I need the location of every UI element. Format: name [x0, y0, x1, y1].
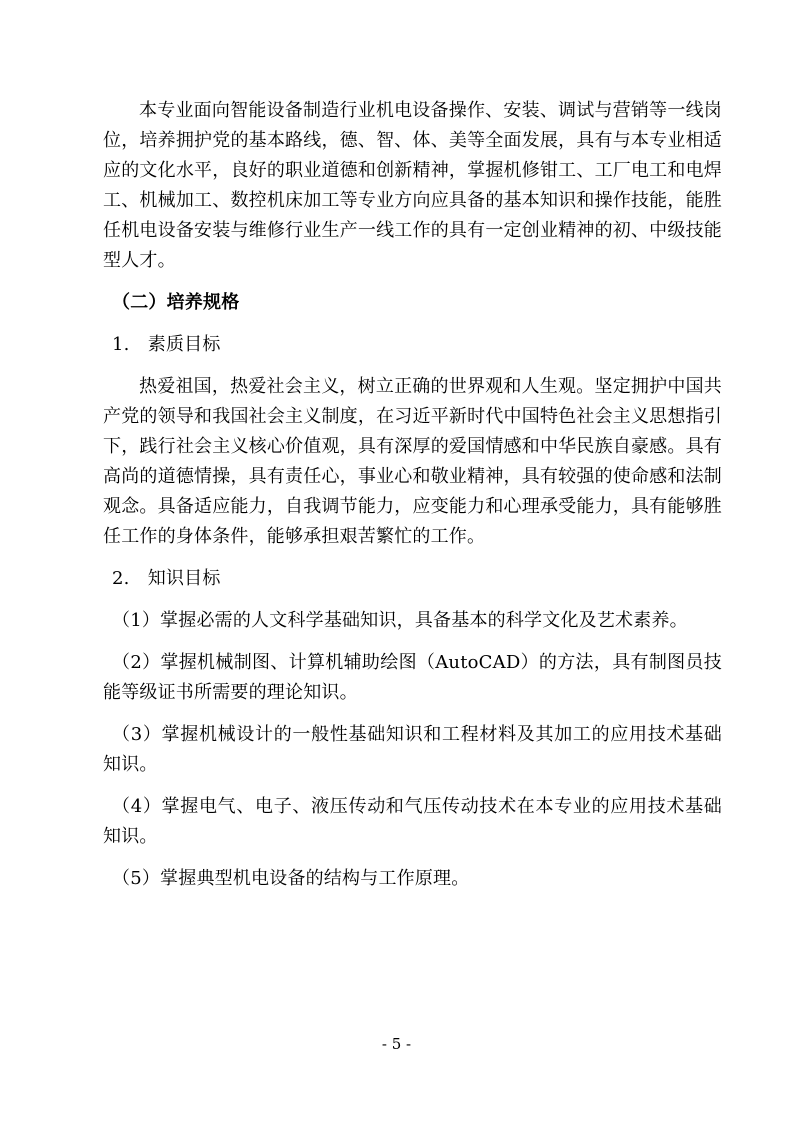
knowledge-item-2: （2）掌握机械制图、计算机辅助绘图（AutoCAD）的方法，具有制图员技能等级证书所需要的理论知识。 — [103, 652, 722, 703]
subheading-quality-goals: 1. 素质目标 — [112, 334, 221, 355]
knowledge-item-1: （1）掌握必需的人文科学基础知识，具备基本的科学文化及艺术素养。 — [112, 610, 688, 631]
paragraph-quality-goals: 热爱祖国，热爱社会主义，树立正确的世界观和人生观。坚定拥护中国共产党的领导和我国社会主义制度，在习近平新时代中国特色社会主义思想指引下，践行社会主义核心价值观，具有深厚的爱国情感和中华民族自豪感。具有高尚的道德情操，具有责任心，事业心和敬业精神，具有较强的使命感和法制观念。具备适应能力，自我调节能力，应变能力和心理承受能力，具有能够胜任工作的身体条件，能够承担艰苦繁忙的工作。 — [103, 376, 722, 547]
knowledge-item-5: （5）掌握典型机电设备的结构与工作原理。 — [112, 868, 470, 889]
knowledge-item-3: （3）掌握机械设计的一般性基础知识和工程材料及其加工的应用技术基础知识。 — [103, 724, 722, 775]
section-heading-training-specs: （二）培养规格 — [112, 292, 240, 313]
paragraph-training-objective: 本专业面向智能设备制造行业机电设备操作、安装、调试与营销等一线岗位，培养拥护党的基本路线，德、智、体、美等全面发展，具有与本专业相适应的文化水平，良好的职业道德和创新精神，掌握机修钳工、工厂电工和电焊工、机械加工、数控机床加工等专业方向应具备的基本知识和操作技能，能胜任机电设备安装与维修行业生产一线工作的具有一定创业精神的初、中级技能型人才。 — [103, 100, 722, 271]
document-body — [103, 96, 722, 894]
page-number: - 5 - — [381, 1035, 412, 1053]
knowledge-item-4: （4）掌握电气、电子、液压传动和气压传动技术在本专业的应用技术基础知识。 — [103, 796, 722, 847]
subheading-knowledge-goals: 2. 知识目标 — [112, 568, 221, 589]
